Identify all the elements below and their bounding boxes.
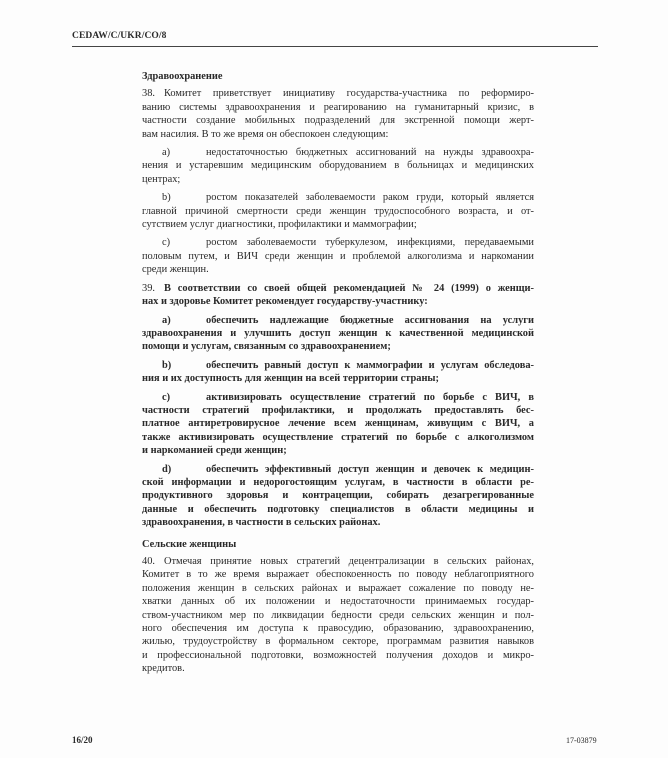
line-text: ного обеспечения им доступа к правосудию, образованию, здравоохранению, [142, 623, 534, 635]
text-line [142, 101, 534, 114]
line-text: вам насилия. В то же время он обеспокоен следующим: [142, 128, 389, 140]
line-text: данные и обеспечить подготовку специалистов в области медицины и [142, 503, 534, 515]
line-text: Комитет приветствует инициативу государства-участника по реформиро- [164, 88, 534, 100]
text-line [142, 250, 534, 263]
text-line [142, 263, 534, 276]
text-line [142, 159, 534, 172]
section-heading: Сельские женщины [142, 538, 237, 550]
line-text: половым путем, и ВИЧ среди женщин и проблемой алкоголизма и наркомании [142, 250, 534, 262]
text-line [142, 622, 534, 635]
paragraph-number: 38. [142, 88, 155, 100]
line-text: частности создание мобильных подразделений для экстренной помощи жерт- [142, 115, 534, 127]
page-number: 16/20 [72, 735, 93, 745]
numbered-paragraph [142, 555, 534, 676]
line-text: ством-участником мер по ликвидации бедности среди сельских женщин и пол- [142, 609, 534, 621]
item-label: b) [162, 192, 171, 204]
text-line [142, 582, 534, 595]
item-label: c) [162, 391, 171, 403]
line-text: главной причиной смертности среди женщин трудоспособного возраста, и от- [142, 205, 534, 217]
text-line [142, 609, 534, 622]
line-text: помощи и услугам, связанным со здравоохранением; [142, 341, 391, 353]
line-text: центрах; [142, 173, 181, 185]
text-line [142, 489, 534, 502]
text-line [142, 476, 534, 489]
line-text: частности стратегий профилактики, и продолжать предоставлять бес- [142, 404, 534, 416]
text-line [142, 444, 534, 457]
line-text: жилью, трудоустройству в формальном секторе, программам развития навыков [142, 636, 534, 648]
line-text: В соответствии со своей общей рекомендацией № 24 (1999) о женщи- [164, 282, 534, 294]
numbered-paragraph [142, 282, 534, 309]
text-line [142, 372, 534, 385]
text-line [142, 555, 534, 568]
line-text: положения женщин в сельских районах и выражает сожаление по поводу не- [142, 582, 534, 594]
sub-item [142, 314, 534, 354]
line-text: сутствием услуг диагностики, профилактики и маммографии; [142, 219, 417, 231]
line-text: также активизировать осуществление стратегий по борьбе с алкоголизмом [142, 431, 534, 443]
document-body [142, 70, 534, 681]
text-line [142, 173, 534, 186]
paragraph-number: 39. [142, 282, 155, 294]
paragraph-number: 40. [142, 556, 155, 567]
text-line [142, 463, 534, 476]
item-label: a) [162, 314, 171, 326]
job-number: 17-03879 [566, 736, 597, 745]
text-line [142, 404, 534, 417]
line-text: обеспечить надлежащие бюджетные ассигнования на услуги [206, 314, 534, 326]
line-text: здравоохранения, в частности в сельских районах. [142, 517, 381, 529]
sub-item [142, 359, 534, 386]
text-line [142, 516, 534, 529]
text-line [142, 662, 534, 675]
text-line [142, 568, 534, 581]
text-line [142, 635, 534, 648]
document-symbol: CEDAW/C/UKR/CO/8 [72, 31, 167, 41]
text-line [142, 114, 534, 127]
text-line [142, 417, 534, 430]
line-text: ванию системы здравоохранения и реагированию на гуманитарный кризис, в [142, 101, 534, 113]
text-line [142, 503, 534, 516]
line-text: и профессиональной подготовки, возможностей получения доходов и микро- [142, 649, 534, 661]
text-line [142, 236, 534, 249]
line-text: здравоохранения и улучшить доступ женщин к качественной медицинской [142, 327, 534, 339]
line-text: продуктивного здоровья и контрацепции, собирать дезагрегированные [142, 490, 534, 502]
line-text: и наркоманией среди женщин; [142, 445, 287, 457]
text-line [142, 295, 534, 308]
sub-item [142, 191, 534, 231]
section-heading: Здравоохранение [142, 71, 223, 82]
line-text: нах и здоровье Комитет рекомендует государству-участнику: [142, 296, 428, 308]
line-text: ской информации и недорогостоящим услугам, в частности в области ре- [142, 476, 534, 488]
text-line [142, 340, 534, 353]
sub-item [142, 146, 534, 186]
text-line [142, 359, 534, 372]
text-line [142, 391, 534, 404]
line-text: Комитет в то же время выражает обеспокоенность по поводу неблагоприятного [142, 569, 534, 581]
text-line [142, 87, 534, 100]
text-line [142, 282, 534, 295]
numbered-paragraph [142, 87, 534, 141]
text-line [142, 431, 534, 444]
line-text: ростом показателей заболеваемости раком груди, который является [206, 192, 534, 204]
header-rule [72, 46, 598, 47]
item-label: d) [162, 463, 172, 475]
item-label: c) [162, 237, 171, 249]
item-label: b) [162, 359, 172, 371]
line-text: нения и устаревшим медицинским оборудованием в больницах и медицинских [142, 160, 534, 172]
line-text: обеспечить равный доступ к маммографии и услугам обследова- [206, 359, 534, 371]
item-label: a) [162, 147, 171, 159]
text-line [142, 218, 534, 231]
line-text: ростом заболеваемости туберкулезом, инфекциями, передаваемыми [206, 237, 534, 249]
line-text: недостаточностью бюджетных ассигнований на нужды здравоохра- [206, 147, 534, 159]
line-text: среди женщин. [142, 264, 209, 276]
text-line [142, 327, 534, 340]
text-line [142, 205, 534, 218]
text-line [142, 128, 534, 141]
line-text: Отмечая принятие новых стратегий децентрализации в сельских районах, [164, 556, 534, 567]
line-text: хватки данных об их положении и недостаточности принимаемых государ- [142, 596, 534, 608]
text-line [142, 191, 534, 204]
sub-item [142, 463, 534, 530]
line-text: активизировать осуществление стратегий по борьбе с ВИЧ, в [206, 391, 534, 403]
text-line [142, 314, 534, 327]
line-text: платное антиретровирусное лечение всем женщинам, живущим с ВИЧ, а [142, 418, 534, 430]
line-text: обеспечить эффективный доступ женщин и девочек к медицин- [206, 463, 534, 475]
line-text: ния и их доступность для женщин на всей территории страны; [142, 373, 440, 385]
text-line [142, 649, 534, 662]
line-text: кредитов. [142, 663, 185, 675]
text-line [142, 146, 534, 159]
text-line [142, 595, 534, 608]
sub-item [142, 391, 534, 458]
sub-item [142, 236, 534, 276]
